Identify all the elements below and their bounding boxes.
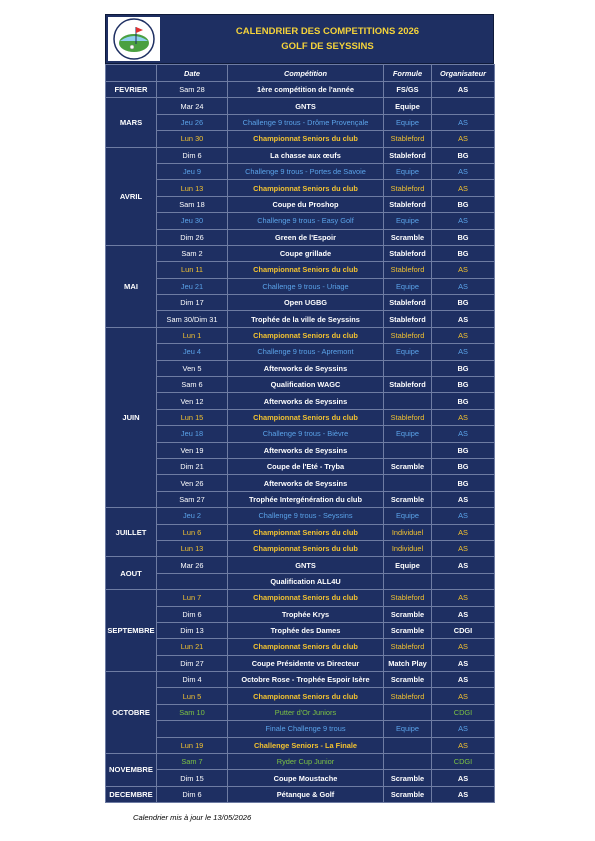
table-row bbox=[106, 327, 495, 343]
month-label: FEVRIER bbox=[106, 82, 157, 98]
row-date: Dim 6 bbox=[157, 147, 228, 163]
row-organisateur: AS bbox=[432, 409, 495, 425]
month-label: DECEMBRE bbox=[106, 786, 157, 802]
row-date: Dim 17 bbox=[157, 295, 228, 311]
row-organisateur: AS bbox=[432, 311, 495, 327]
row-date: Sam 7 bbox=[157, 754, 228, 770]
row-competition: Open UGBG bbox=[228, 295, 384, 311]
row-organisateur: AS bbox=[432, 770, 495, 786]
row-competition: GNTS bbox=[228, 98, 384, 114]
title-line-1: CALENDRIER DES COMPETITIONS 2026 bbox=[235, 26, 420, 37]
row-formule: Scramble bbox=[384, 458, 432, 474]
row-date: Lun 13 bbox=[157, 540, 228, 556]
row-formule: Scramble bbox=[384, 786, 432, 802]
row-date: Sam 30/Dim 31 bbox=[157, 311, 228, 327]
table-row bbox=[106, 196, 495, 212]
row-competition: Afterworks de Seyssins bbox=[228, 442, 384, 458]
row-date bbox=[157, 721, 228, 737]
table-row bbox=[106, 163, 495, 179]
row-formule: Scramble bbox=[384, 770, 432, 786]
row-competition: Championnat Seniors du club bbox=[228, 180, 384, 196]
row-formule bbox=[384, 442, 432, 458]
row-organisateur bbox=[432, 573, 495, 589]
table-row bbox=[106, 786, 495, 802]
table-row bbox=[106, 475, 495, 491]
row-date: Lun 1 bbox=[157, 327, 228, 343]
row-competition: Putter d'Or Juniors bbox=[228, 704, 384, 720]
row-date: Sam 6 bbox=[157, 377, 228, 393]
row-formule: Equipe bbox=[384, 213, 432, 229]
table-row bbox=[106, 557, 495, 573]
row-date: Lun 30 bbox=[157, 131, 228, 147]
table-row bbox=[106, 508, 495, 524]
row-date: Jeu 30 bbox=[157, 213, 228, 229]
table-row bbox=[106, 573, 495, 589]
row-formule bbox=[384, 754, 432, 770]
row-competition: Octobre Rose - Trophée Espoir Isère bbox=[228, 672, 384, 688]
row-formule bbox=[384, 360, 432, 376]
row-date: Dim 21 bbox=[157, 458, 228, 474]
row-organisateur: AS bbox=[432, 82, 495, 98]
row-date: Jeu 21 bbox=[157, 278, 228, 294]
table-row bbox=[106, 278, 495, 294]
row-date: Lun 21 bbox=[157, 639, 228, 655]
row-date: Sam 18 bbox=[157, 196, 228, 212]
table-row bbox=[106, 180, 495, 196]
table-row bbox=[106, 131, 495, 147]
column-header-date: Date bbox=[157, 65, 228, 82]
row-organisateur: BG bbox=[432, 229, 495, 245]
row-formule: Stableford bbox=[384, 311, 432, 327]
table-row bbox=[106, 114, 495, 130]
row-organisateur: AS bbox=[432, 786, 495, 802]
table-row bbox=[106, 262, 495, 278]
row-competition: Coupe de l'Eté - Tryba bbox=[228, 458, 384, 474]
row-date: Ven 5 bbox=[157, 360, 228, 376]
table-row bbox=[106, 311, 495, 327]
row-date: Jeu 2 bbox=[157, 508, 228, 524]
row-formule: Stableford bbox=[384, 639, 432, 655]
row-competition: Qualification WAGC bbox=[228, 377, 384, 393]
table-row bbox=[106, 295, 495, 311]
row-competition: Trophée de la ville de Seyssins bbox=[228, 311, 384, 327]
row-competition: Afterworks de Seyssins bbox=[228, 475, 384, 491]
row-organisateur: AS bbox=[432, 540, 495, 556]
row-organisateur: AS bbox=[432, 213, 495, 229]
row-competition: Championnat Seniors du club bbox=[228, 688, 384, 704]
row-competition: Coupe Moustache bbox=[228, 770, 384, 786]
row-formule bbox=[384, 573, 432, 589]
row-formule: Stableford bbox=[384, 688, 432, 704]
row-organisateur: AS bbox=[432, 426, 495, 442]
row-formule: FS/GS bbox=[384, 82, 432, 98]
month-label: AOUT bbox=[106, 557, 157, 590]
row-formule bbox=[384, 737, 432, 753]
month-label: OCTOBRE bbox=[106, 672, 157, 754]
row-competition: Championnat Seniors du club bbox=[228, 540, 384, 556]
row-competition: Challenge 9 trous - Drôme Provençale bbox=[228, 114, 384, 130]
row-organisateur: AS bbox=[432, 524, 495, 540]
row-formule bbox=[384, 704, 432, 720]
row-competition: Coupe Présidente vs Directeur bbox=[228, 655, 384, 671]
row-date: Jeu 4 bbox=[157, 344, 228, 360]
row-formule: Stableford bbox=[384, 295, 432, 311]
row-formule: Equipe bbox=[384, 114, 432, 130]
row-competition: Ryder Cup Junior bbox=[228, 754, 384, 770]
table-row bbox=[106, 213, 495, 229]
competition-table bbox=[105, 64, 495, 803]
row-formule: Stableford bbox=[384, 131, 432, 147]
row-organisateur: AS bbox=[432, 672, 495, 688]
table-row bbox=[106, 639, 495, 655]
row-date: Dim 26 bbox=[157, 229, 228, 245]
row-formule: Stableford bbox=[384, 409, 432, 425]
table-row bbox=[106, 770, 495, 786]
table-row bbox=[106, 442, 495, 458]
table-row bbox=[106, 737, 495, 753]
row-formule: Match Play bbox=[384, 655, 432, 671]
month-column-header bbox=[106, 65, 157, 82]
row-organisateur: AS bbox=[432, 639, 495, 655]
row-competition: Challenge 9 trous - Uriage bbox=[228, 278, 384, 294]
row-organisateur: AS bbox=[432, 344, 495, 360]
row-formule: Scramble bbox=[384, 672, 432, 688]
table-row bbox=[106, 655, 495, 671]
month-label: JUIN bbox=[106, 327, 157, 507]
row-organisateur: BG bbox=[432, 196, 495, 212]
row-organisateur: AS bbox=[432, 131, 495, 147]
row-organisateur: BG bbox=[432, 393, 495, 409]
row-formule: Scramble bbox=[384, 622, 432, 638]
row-competition: Challenge 9 trous - Apremont bbox=[228, 344, 384, 360]
row-formule bbox=[384, 393, 432, 409]
table-body bbox=[106, 82, 495, 803]
row-competition: Finale Challenge 9 trous bbox=[228, 721, 384, 737]
table-row bbox=[106, 147, 495, 163]
row-date: Lun 11 bbox=[157, 262, 228, 278]
row-competition: Championnat Seniors du club bbox=[228, 639, 384, 655]
row-competition: Championnat Seniors du club bbox=[228, 409, 384, 425]
month-label: MARS bbox=[106, 98, 157, 147]
row-date: Sam 10 bbox=[157, 704, 228, 720]
row-date: Lun 7 bbox=[157, 590, 228, 606]
table-row bbox=[106, 606, 495, 622]
row-competition: Coupe du Proshop bbox=[228, 196, 384, 212]
table-row bbox=[106, 409, 495, 425]
table-row bbox=[106, 82, 495, 98]
row-formule: Equipe bbox=[384, 344, 432, 360]
row-competition: La chasse aux œufs bbox=[228, 147, 384, 163]
calendar-header bbox=[105, 14, 494, 64]
row-competition: Championnat Seniors du club bbox=[228, 131, 384, 147]
row-competition: Challenge 9 trous - Portes de Savoie bbox=[228, 163, 384, 179]
row-date: Mar 26 bbox=[157, 557, 228, 573]
row-organisateur: AS bbox=[432, 114, 495, 130]
row-competition: Championnat Seniors du club bbox=[228, 262, 384, 278]
row-organisateur: AS bbox=[432, 180, 495, 196]
row-formule: Stableford bbox=[384, 590, 432, 606]
row-formule: Equipe bbox=[384, 163, 432, 179]
table-row bbox=[106, 590, 495, 606]
row-competition: Coupe grillade bbox=[228, 245, 384, 261]
row-competition: Challenge 9 trous - Easy Golf bbox=[228, 213, 384, 229]
row-date: Lun 6 bbox=[157, 524, 228, 540]
row-competition: GNTS bbox=[228, 557, 384, 573]
row-organisateur: CDGI bbox=[432, 622, 495, 638]
row-formule: Individuel bbox=[384, 524, 432, 540]
row-competition: Afterworks de Seyssins bbox=[228, 393, 384, 409]
row-formule: Scramble bbox=[384, 229, 432, 245]
row-date: Jeu 26 bbox=[157, 114, 228, 130]
table-row bbox=[106, 245, 495, 261]
table-row bbox=[106, 622, 495, 638]
row-competition: Trophée Intergénération du club bbox=[228, 491, 384, 507]
row-formule: Equipe bbox=[384, 278, 432, 294]
row-organisateur: BG bbox=[432, 360, 495, 376]
table-row bbox=[106, 458, 495, 474]
row-competition: Championnat Seniors du club bbox=[228, 590, 384, 606]
row-date: Dim 27 bbox=[157, 655, 228, 671]
row-organisateur: CDGI bbox=[432, 754, 495, 770]
row-date: Dim 4 bbox=[157, 672, 228, 688]
row-competition: 1ère compétition de l'année bbox=[228, 82, 384, 98]
row-organisateur: AS bbox=[432, 327, 495, 343]
row-date: Lun 15 bbox=[157, 409, 228, 425]
row-date: Lun 19 bbox=[157, 737, 228, 753]
row-organisateur bbox=[432, 98, 495, 114]
month-label: SEPTEMBRE bbox=[106, 590, 157, 672]
row-formule: Stableford bbox=[384, 262, 432, 278]
row-competition: Challenge Seniors - La Finale bbox=[228, 737, 384, 753]
row-competition: Championnat Seniors du club bbox=[228, 524, 384, 540]
table-row bbox=[106, 98, 495, 114]
row-competition: Pétanque & Golf bbox=[228, 786, 384, 802]
row-organisateur: AS bbox=[432, 590, 495, 606]
row-organisateur: BG bbox=[432, 147, 495, 163]
month-label: NOVEMBRE bbox=[106, 754, 157, 787]
month-label: AVRIL bbox=[106, 147, 157, 245]
row-formule bbox=[384, 475, 432, 491]
row-formule: Scramble bbox=[384, 491, 432, 507]
row-organisateur: AS bbox=[432, 262, 495, 278]
table-row bbox=[106, 344, 495, 360]
table-row bbox=[106, 704, 495, 720]
row-organisateur: BG bbox=[432, 458, 495, 474]
row-competition: Qualification ALL4U bbox=[228, 573, 384, 589]
row-date: Lun 13 bbox=[157, 180, 228, 196]
row-formule: Equipe bbox=[384, 98, 432, 114]
row-date: Jeu 9 bbox=[157, 163, 228, 179]
row-organisateur: BG bbox=[432, 377, 495, 393]
row-organisateur: AS bbox=[432, 557, 495, 573]
row-organisateur: BG bbox=[432, 475, 495, 491]
row-organisateur: AS bbox=[432, 655, 495, 671]
row-organisateur: CDGI bbox=[432, 704, 495, 720]
column-header-competition: Compétition bbox=[228, 65, 384, 82]
last-updated-note: Calendrier mis à jour le 13/05/2026 bbox=[133, 813, 252, 822]
row-organisateur: AS bbox=[432, 606, 495, 622]
row-date: Ven 12 bbox=[157, 393, 228, 409]
row-competition: Challenge 9 trous - Seyssins bbox=[228, 508, 384, 524]
row-formule: Stableford bbox=[384, 327, 432, 343]
row-formule: Stableford bbox=[384, 245, 432, 261]
row-competition: Challenge 9 trous - Bièvre bbox=[228, 426, 384, 442]
column-header-organisateur: Organisateur bbox=[432, 65, 495, 82]
title-line-2: GOLF DE SEYSSINS bbox=[281, 41, 374, 52]
row-date: Ven 19 bbox=[157, 442, 228, 458]
calendar bbox=[105, 14, 494, 803]
row-date: Jeu 18 bbox=[157, 426, 228, 442]
row-formule: Equipe bbox=[384, 721, 432, 737]
row-date: Mar 24 bbox=[157, 98, 228, 114]
row-formule: Stableford bbox=[384, 147, 432, 163]
row-competition: Trophée Krys bbox=[228, 606, 384, 622]
table-row bbox=[106, 377, 495, 393]
row-organisateur: AS bbox=[432, 163, 495, 179]
row-date: Sam 28 bbox=[157, 82, 228, 98]
row-formule: Stableford bbox=[384, 180, 432, 196]
row-competition: Trophée des Dames bbox=[228, 622, 384, 638]
row-formule: Stableford bbox=[384, 196, 432, 212]
table-row bbox=[106, 426, 495, 442]
row-organisateur: AS bbox=[432, 491, 495, 507]
row-date bbox=[157, 573, 228, 589]
table-row bbox=[106, 393, 495, 409]
row-organisateur: BG bbox=[432, 245, 495, 261]
table-row bbox=[106, 672, 495, 688]
table-row bbox=[106, 524, 495, 540]
row-date: Sam 27 bbox=[157, 491, 228, 507]
row-date: Sam 2 bbox=[157, 245, 228, 261]
row-formule: Equipe bbox=[384, 557, 432, 573]
row-formule: Stableford bbox=[384, 377, 432, 393]
row-date: Lun 5 bbox=[157, 688, 228, 704]
month-label: MAI bbox=[106, 245, 157, 327]
row-formule: Equipe bbox=[384, 426, 432, 442]
month-label: JUILLET bbox=[106, 508, 157, 557]
column-header-formule: Formule bbox=[384, 65, 432, 82]
club-logo bbox=[108, 17, 160, 61]
table-row bbox=[106, 754, 495, 770]
row-organisateur: AS bbox=[432, 721, 495, 737]
table-row bbox=[106, 229, 495, 245]
row-organisateur: BG bbox=[432, 442, 495, 458]
row-date: Dim 6 bbox=[157, 786, 228, 802]
row-date: Dim 6 bbox=[157, 606, 228, 622]
row-date: Dim 13 bbox=[157, 622, 228, 638]
row-organisateur: AS bbox=[432, 508, 495, 524]
table-row bbox=[106, 540, 495, 556]
table-row bbox=[106, 688, 495, 704]
row-date: Ven 26 bbox=[157, 475, 228, 491]
row-competition: Championnat Seniors du club bbox=[228, 327, 384, 343]
golf-logo-icon bbox=[112, 17, 156, 61]
row-organisateur: AS bbox=[432, 737, 495, 753]
table-row bbox=[106, 491, 495, 507]
row-organisateur: BG bbox=[432, 295, 495, 311]
row-formule: Equipe bbox=[384, 508, 432, 524]
row-organisateur: AS bbox=[432, 688, 495, 704]
row-competition: Green de l'Espoir bbox=[228, 229, 384, 245]
row-competition: Afterworks de Seyssins bbox=[228, 360, 384, 376]
row-organisateur: AS bbox=[432, 278, 495, 294]
table-row bbox=[106, 360, 495, 376]
row-formule: Individuel bbox=[384, 540, 432, 556]
row-date: Dim 15 bbox=[157, 770, 228, 786]
table-row bbox=[106, 721, 495, 737]
row-formule: Scramble bbox=[384, 606, 432, 622]
table-header-row bbox=[106, 65, 495, 82]
calendar-title bbox=[162, 15, 493, 63]
